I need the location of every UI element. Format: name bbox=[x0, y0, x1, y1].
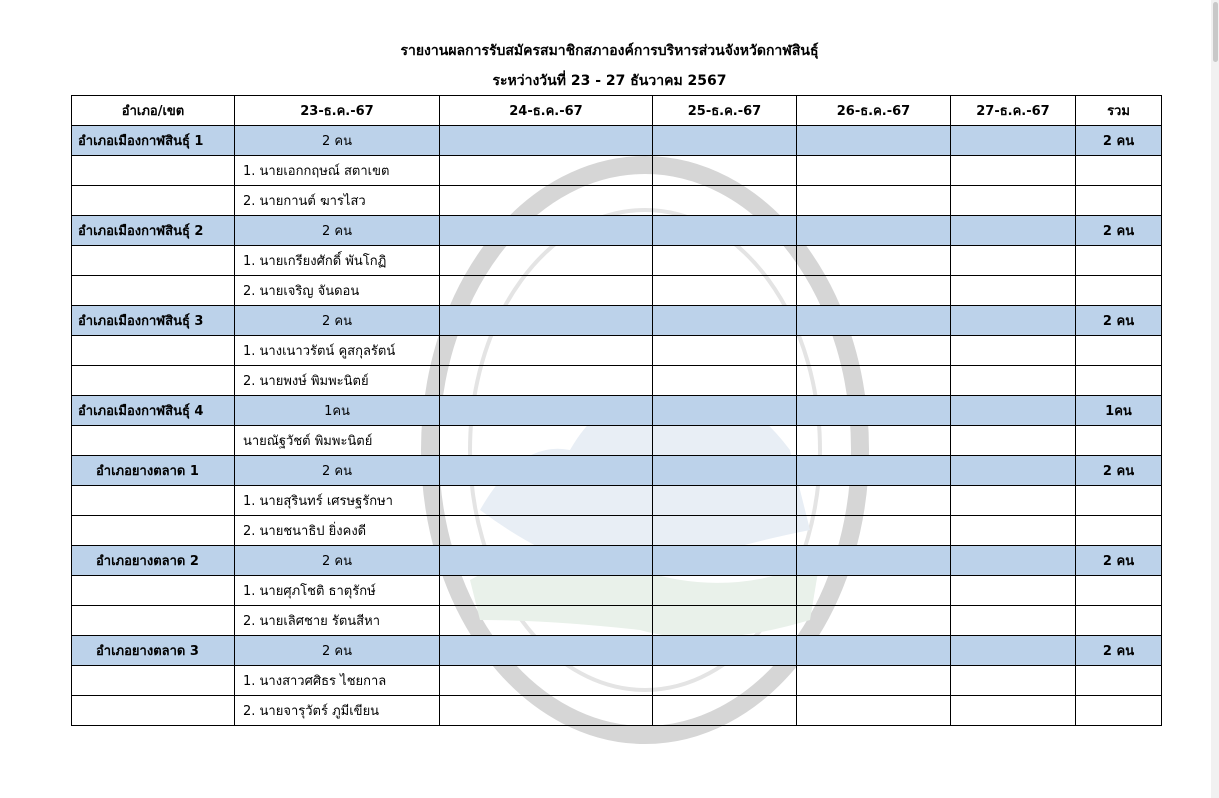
empty-cell bbox=[653, 276, 797, 306]
empty-cell bbox=[440, 276, 653, 306]
empty-cell bbox=[440, 426, 653, 456]
empty-cell bbox=[653, 426, 797, 456]
candidate-row bbox=[72, 486, 1162, 516]
empty-cell bbox=[440, 336, 653, 366]
candidate-row bbox=[72, 666, 1162, 696]
candidate-name: 1. นายเอกกฤษณ์ สตาเขต bbox=[235, 156, 440, 186]
empty-cell bbox=[1076, 696, 1162, 726]
day-5-count bbox=[951, 456, 1076, 486]
empty-cell bbox=[653, 576, 797, 606]
day-3-count bbox=[653, 396, 797, 426]
empty-cell bbox=[72, 156, 235, 186]
vertical-scrollbar[interactable] bbox=[1211, 0, 1219, 798]
day-3-count bbox=[653, 636, 797, 666]
day-3-count bbox=[653, 126, 797, 156]
day-5-count bbox=[951, 636, 1076, 666]
district-row bbox=[72, 126, 1162, 156]
empty-cell bbox=[797, 516, 951, 546]
day-3-count bbox=[653, 456, 797, 486]
empty-cell bbox=[1076, 606, 1162, 636]
day-4-count bbox=[797, 456, 951, 486]
registration-table bbox=[71, 95, 1162, 726]
empty-cell bbox=[951, 246, 1076, 276]
empty-cell bbox=[951, 696, 1076, 726]
candidate-name: 2. นายชนาธิป ยิ่งคงดี bbox=[235, 516, 440, 546]
district-name: อำเภอเมืองกาฬสินธุ์ 2 bbox=[72, 216, 235, 246]
candidate-name: 1. นายเกรียงศักดิ์ พันโกฏิ bbox=[235, 246, 440, 276]
empty-cell bbox=[797, 576, 951, 606]
candidate-name: 1. นางเนาวรัตน์ คูสกุลรัตน์ bbox=[235, 336, 440, 366]
empty-cell bbox=[1076, 666, 1162, 696]
empty-cell bbox=[440, 666, 653, 696]
empty-cell bbox=[951, 336, 1076, 366]
day-4-count bbox=[797, 546, 951, 576]
header-day-2: 24-ธ.ค.-67 bbox=[440, 96, 653, 126]
day-1-count: 2 คน bbox=[235, 636, 440, 666]
candidate-name: 1. นางสาวศศิธร ไชยกาล bbox=[235, 666, 440, 696]
candidate-row bbox=[72, 276, 1162, 306]
district-name: อำเภอเมืองกาฬสินธุ์ 1 bbox=[72, 126, 235, 156]
empty-cell bbox=[1076, 486, 1162, 516]
empty-cell bbox=[72, 246, 235, 276]
district-name: อำเภอเมืองกาฬสินธุ์ 4 bbox=[72, 396, 235, 426]
empty-cell bbox=[72, 486, 235, 516]
day-2-count bbox=[440, 456, 653, 486]
empty-cell bbox=[951, 666, 1076, 696]
day-2-count bbox=[440, 636, 653, 666]
empty-cell bbox=[797, 156, 951, 186]
day-1-count: 2 คน bbox=[235, 216, 440, 246]
empty-cell bbox=[72, 366, 235, 396]
day-1-count: 2 คน bbox=[235, 126, 440, 156]
district-row bbox=[72, 396, 1162, 426]
day-1-count: 2 คน bbox=[235, 546, 440, 576]
empty-cell bbox=[653, 336, 797, 366]
empty-cell bbox=[797, 336, 951, 366]
empty-cell bbox=[440, 576, 653, 606]
header-day-1: 23-ธ.ค.-67 bbox=[235, 96, 440, 126]
candidate-row bbox=[72, 516, 1162, 546]
report-title: รายงานผลการรับสมัครสมาชิกสภาองค์การบริหารส่วนจังหวัดกาฬสินธุ์ bbox=[400, 43, 819, 59]
empty-cell bbox=[797, 486, 951, 516]
empty-cell bbox=[951, 366, 1076, 396]
total-count: 2 คน bbox=[1076, 126, 1162, 156]
day-5-count bbox=[951, 216, 1076, 246]
day-4-count bbox=[797, 396, 951, 426]
day-2-count bbox=[440, 396, 653, 426]
candidate-row bbox=[72, 246, 1162, 276]
empty-cell bbox=[440, 606, 653, 636]
empty-cell bbox=[1076, 516, 1162, 546]
candidate-row bbox=[72, 696, 1162, 726]
day-3-count bbox=[653, 546, 797, 576]
empty-cell bbox=[1076, 366, 1162, 396]
day-1-count: 1คน bbox=[235, 396, 440, 426]
empty-cell bbox=[653, 516, 797, 546]
day-5-count bbox=[951, 306, 1076, 336]
header-day-3: 25-ธ.ค.-67 bbox=[653, 96, 797, 126]
district-name: อำเภอยางตลาด 2 bbox=[72, 546, 235, 576]
day-2-count bbox=[440, 126, 653, 156]
empty-cell bbox=[797, 276, 951, 306]
empty-cell bbox=[797, 696, 951, 726]
empty-cell bbox=[440, 486, 653, 516]
empty-cell bbox=[72, 336, 235, 366]
total-count: 2 คน bbox=[1076, 546, 1162, 576]
empty-cell bbox=[440, 156, 653, 186]
day-5-count bbox=[951, 546, 1076, 576]
day-3-count bbox=[653, 216, 797, 246]
empty-cell bbox=[72, 186, 235, 216]
header-district: อำเภอ/เขต bbox=[72, 96, 235, 126]
day-2-count bbox=[440, 216, 653, 246]
day-2-count bbox=[440, 306, 653, 336]
candidate-name: 2. นายกานต์ ฆารไสว bbox=[235, 186, 440, 216]
empty-cell bbox=[440, 186, 653, 216]
empty-cell bbox=[951, 276, 1076, 306]
day-4-count bbox=[797, 126, 951, 156]
day-5-count bbox=[951, 126, 1076, 156]
candidate-name: 2. นายเลิศชาย รัตนสีหา bbox=[235, 606, 440, 636]
candidate-row bbox=[72, 426, 1162, 456]
empty-cell bbox=[951, 486, 1076, 516]
empty-cell bbox=[797, 666, 951, 696]
empty-cell bbox=[440, 516, 653, 546]
day-1-count: 2 คน bbox=[235, 456, 440, 486]
day-3-count bbox=[653, 306, 797, 336]
empty-cell bbox=[653, 666, 797, 696]
total-count: 2 คน bbox=[1076, 456, 1162, 486]
empty-cell bbox=[440, 366, 653, 396]
empty-cell bbox=[797, 186, 951, 216]
empty-cell bbox=[1076, 276, 1162, 306]
empty-cell bbox=[951, 576, 1076, 606]
empty-cell bbox=[1076, 426, 1162, 456]
empty-cell bbox=[72, 576, 235, 606]
district-row bbox=[72, 456, 1162, 486]
candidate-name: นายณัฐวัชต์ พิมพะนิตย์ bbox=[235, 426, 440, 456]
empty-cell bbox=[1076, 576, 1162, 606]
header-total: รวม bbox=[1076, 96, 1162, 126]
empty-cell bbox=[797, 606, 951, 636]
empty-cell bbox=[653, 606, 797, 636]
empty-cell bbox=[72, 696, 235, 726]
candidate-row bbox=[72, 606, 1162, 636]
empty-cell bbox=[1076, 156, 1162, 186]
day-4-count bbox=[797, 636, 951, 666]
day-2-count bbox=[440, 546, 653, 576]
district-row bbox=[72, 306, 1162, 336]
empty-cell bbox=[653, 366, 797, 396]
candidate-row bbox=[72, 186, 1162, 216]
candidate-row bbox=[72, 336, 1162, 366]
candidate-row bbox=[72, 156, 1162, 186]
empty-cell bbox=[951, 516, 1076, 546]
empty-cell bbox=[653, 486, 797, 516]
candidate-name: 2. นายเจริญ จันดอน bbox=[235, 276, 440, 306]
candidate-name: 2. นายพงษ์ พิมพะนิตย์ bbox=[235, 366, 440, 396]
district-name: อำเภอยางตลาด 3 bbox=[72, 636, 235, 666]
empty-cell bbox=[951, 426, 1076, 456]
day-1-count: 2 คน bbox=[235, 306, 440, 336]
empty-cell bbox=[72, 516, 235, 546]
empty-cell bbox=[653, 186, 797, 216]
district-name: อำเภอยางตลาด 1 bbox=[72, 456, 235, 486]
empty-cell bbox=[72, 606, 235, 636]
total-count: 2 คน bbox=[1076, 306, 1162, 336]
district-row bbox=[72, 216, 1162, 246]
empty-cell bbox=[1076, 186, 1162, 216]
header-day-4: 26-ธ.ค.-67 bbox=[797, 96, 951, 126]
empty-cell bbox=[797, 426, 951, 456]
day-5-count bbox=[951, 396, 1076, 426]
empty-cell bbox=[440, 246, 653, 276]
total-count: 2 คน bbox=[1076, 216, 1162, 246]
candidate-name: 1. นายสุรินทร์ เศรษฐรักษา bbox=[235, 486, 440, 516]
empty-cell bbox=[653, 696, 797, 726]
table-body bbox=[72, 126, 1162, 726]
district-name: อำเภอเมืองกาฬสินธุ์ 3 bbox=[72, 306, 235, 336]
empty-cell bbox=[951, 156, 1076, 186]
candidate-row bbox=[72, 366, 1162, 396]
total-count: 2 คน bbox=[1076, 636, 1162, 666]
header-day-5: 27-ธ.ค.-67 bbox=[951, 96, 1076, 126]
empty-cell bbox=[653, 246, 797, 276]
header-row bbox=[72, 96, 1162, 126]
empty-cell bbox=[797, 366, 951, 396]
empty-cell bbox=[653, 156, 797, 186]
empty-cell bbox=[797, 246, 951, 276]
total-count: 1คน bbox=[1076, 396, 1162, 426]
district-row bbox=[72, 636, 1162, 666]
empty-cell bbox=[440, 696, 653, 726]
day-4-count bbox=[797, 306, 951, 336]
empty-cell bbox=[72, 426, 235, 456]
empty-cell bbox=[72, 276, 235, 306]
empty-cell bbox=[72, 666, 235, 696]
candidate-name: 1. นายศุภโชติ ธาตุรักษ์ bbox=[235, 576, 440, 606]
candidate-name: 2. นายจารุวัตร์ ภูมีเขียน bbox=[235, 696, 440, 726]
empty-cell bbox=[951, 606, 1076, 636]
empty-cell bbox=[951, 186, 1076, 216]
day-4-count bbox=[797, 216, 951, 246]
candidate-row bbox=[72, 576, 1162, 606]
empty-cell bbox=[1076, 246, 1162, 276]
report-subtitle: ระหว่างวันที่ 23 - 27 ธันวาคม 2567 bbox=[492, 73, 727, 89]
empty-cell bbox=[1076, 336, 1162, 366]
district-row bbox=[72, 546, 1162, 576]
